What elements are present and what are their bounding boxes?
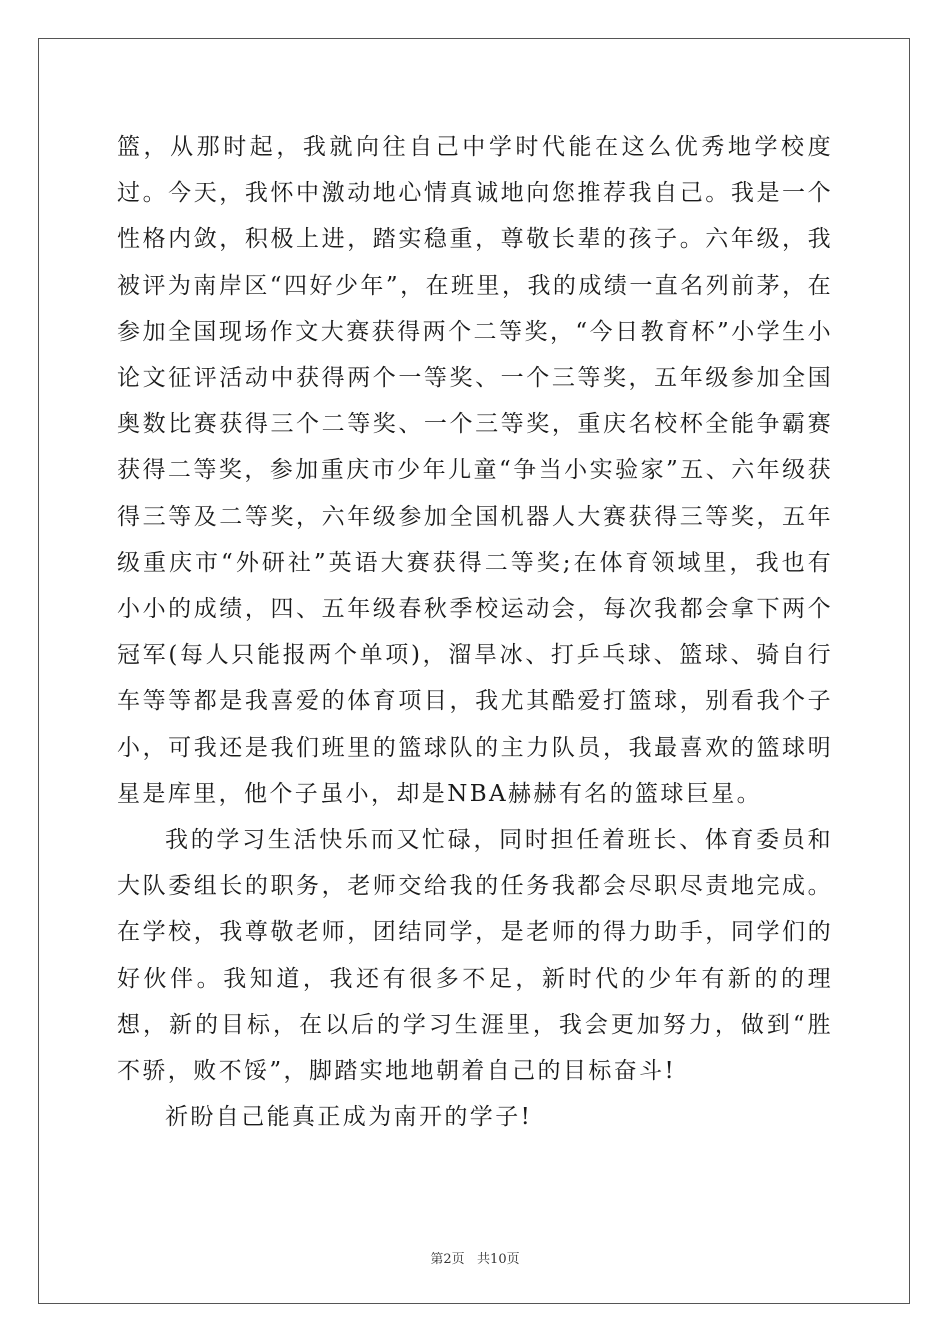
- paragraph-2: 我的学习生活快乐而又忙碌，同时担任着班长、体育委员和大队委组长的职务，老师交给我的任务我都会尽职尽责地完成。在学校，我尊敬老师，团结同学，是老师的得力助手，同学们的好伙伴。我知道，我还有很多不足，新时代的少年有新的的理想，新的目标，在以后的学习生涯里，我会更加努力，做到“胜不骄，败不馁”，脚踏实地地朝着自己的目标奋斗!: [117, 827, 833, 1085]
- document-body: [117, 124, 833, 1140]
- paragraph-3: 祈盼自己能真正成为南开的学子!: [165, 1104, 533, 1131]
- page-number-footer: 第2页 共10页: [430, 1252, 520, 1267]
- paragraph-1: 篮，从那时起，我就向往自己中学时代能在这么优秀地学校度过。今天，我怀中激动地心情真诚地向您推荐我自己。我是一个性格内敛，积极上进，踏实稳重，尊敬长辈的孩子。六年级，我被评为南岸区“四好少年”，在班里，我的成绩一直名列前茅，在参加全国现场作文大赛获得两个二等奖，“今日教育杯”小学生小论文征评活动中获得两个一等奖、一个三等奖，五年级参加全国奥数比赛获得三个二等奖、一个三等奖，重庆名校杯全能争霸赛获得二等奖，参加重庆市少年儿童“争当小实验家”五、六年级获得三等及二等奖，六年级参加全国机器人大赛获得三等奖，五年级重庆市“外研社”英语大赛获得二等奖;在体育领域里，我也有小小的成绩，四、五年级春秋季校运动会，每次我都会拿下两个冠军(每人只能报两个单项)，溜旱冰、打乒乓球、篮球、骑自行车等等都是我喜爱的体育项目，我尤其酷爱打篮球，别看我个子小，可我还是我们班里的篮球队的主力队员，我最喜欢的篮球明星是库里，他个子虽小，却是NBA赫赫有名的篮球巨星。: [117, 134, 833, 807]
